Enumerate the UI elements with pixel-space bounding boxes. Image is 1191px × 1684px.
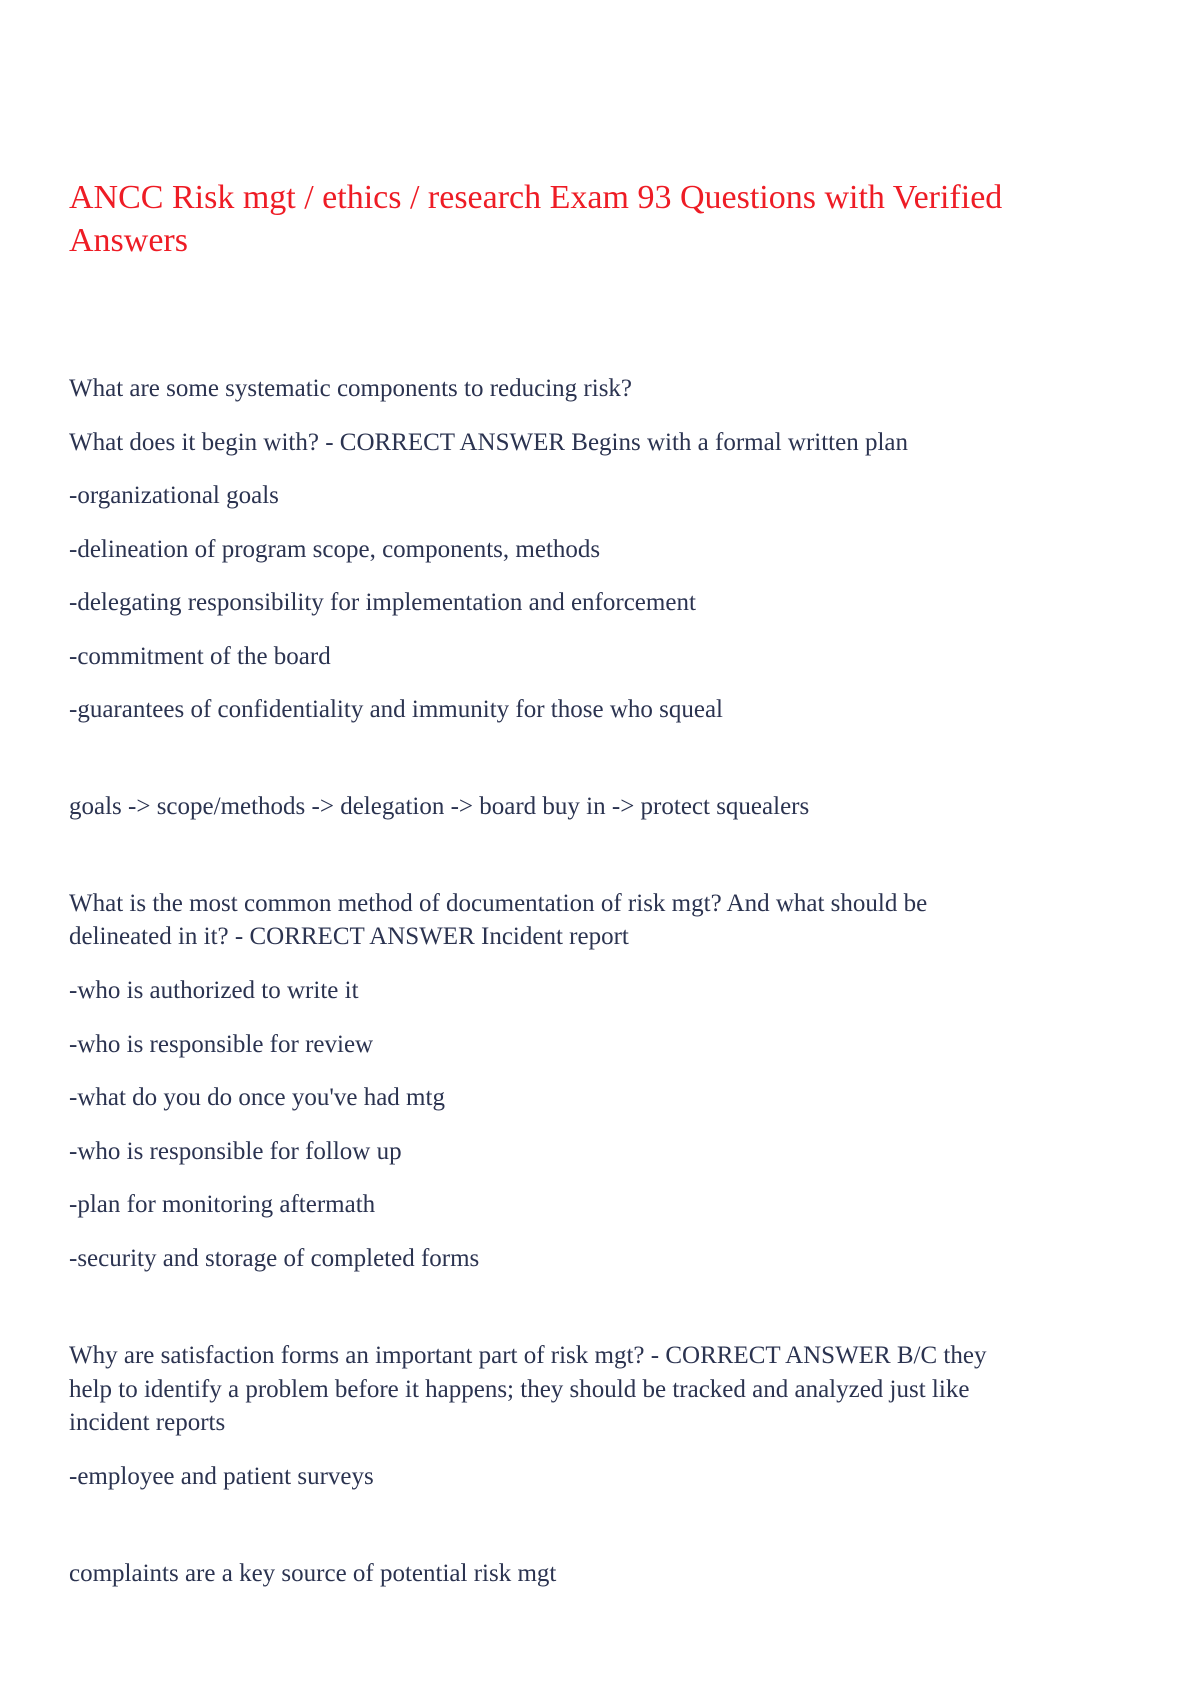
question-2-bullet-1: -who is authorized to write it bbox=[69, 977, 359, 1004]
question-1-bullet-2: -delineation of program scope, components, methods bbox=[69, 536, 601, 563]
question-3-text-line-2: help to identify a problem before it happens; they should be tracked and analyzed just like bbox=[69, 1376, 970, 1403]
question-1-bullet-3: -delegating responsibility for implementation and enforcement bbox=[69, 589, 696, 616]
question-2-text-line-1: What is the most common method of documentation of risk mgt? And what should be bbox=[69, 890, 928, 917]
question-2-bullet-3: -what do you do once you've had mtg bbox=[69, 1084, 445, 1111]
question-2-text-line-2: delineated in it? - CORRECT ANSWER Incident report bbox=[69, 923, 629, 950]
question-1-bullet-4: -commitment of the board bbox=[69, 643, 331, 670]
question-1-bullet-1: -organizational goals bbox=[69, 482, 279, 509]
question-3-text-line-3: incident reports bbox=[69, 1409, 226, 1436]
question-1-answer: What does it begin with? - CORRECT ANSWER Begins with a formal written plan bbox=[69, 429, 909, 456]
question-3-summary: complaints are a key source of potential risk mgt bbox=[69, 1560, 557, 1587]
question-2-bullet-4: -who is responsible for follow up bbox=[69, 1138, 402, 1165]
question-3-text-line-1: Why are satisfaction forms an important part of risk mgt? - CORRECT ANSWER B/C they bbox=[69, 1342, 987, 1369]
question-2-bullet-5: -plan for monitoring aftermath bbox=[69, 1191, 376, 1218]
document-title: ANCC Risk mgt / ethics / research Exam 93 Questions with Verified Answers bbox=[69, 179, 1003, 259]
question-1-summary: goals -> scope/methods -> delegation -> board buy in -> protect squealers bbox=[69, 793, 810, 820]
question-3-bullet-1: -employee and patient surveys bbox=[69, 1463, 374, 1490]
question-1-bullet-5: -guarantees of confidentiality and immunity for those who squeal bbox=[69, 696, 723, 723]
question-1-intro: What are some systematic components to reducing risk? bbox=[69, 375, 633, 402]
question-2-bullet-6: -security and storage of completed forms bbox=[69, 1245, 480, 1272]
question-2-bullet-2: -who is responsible for review bbox=[69, 1031, 374, 1058]
